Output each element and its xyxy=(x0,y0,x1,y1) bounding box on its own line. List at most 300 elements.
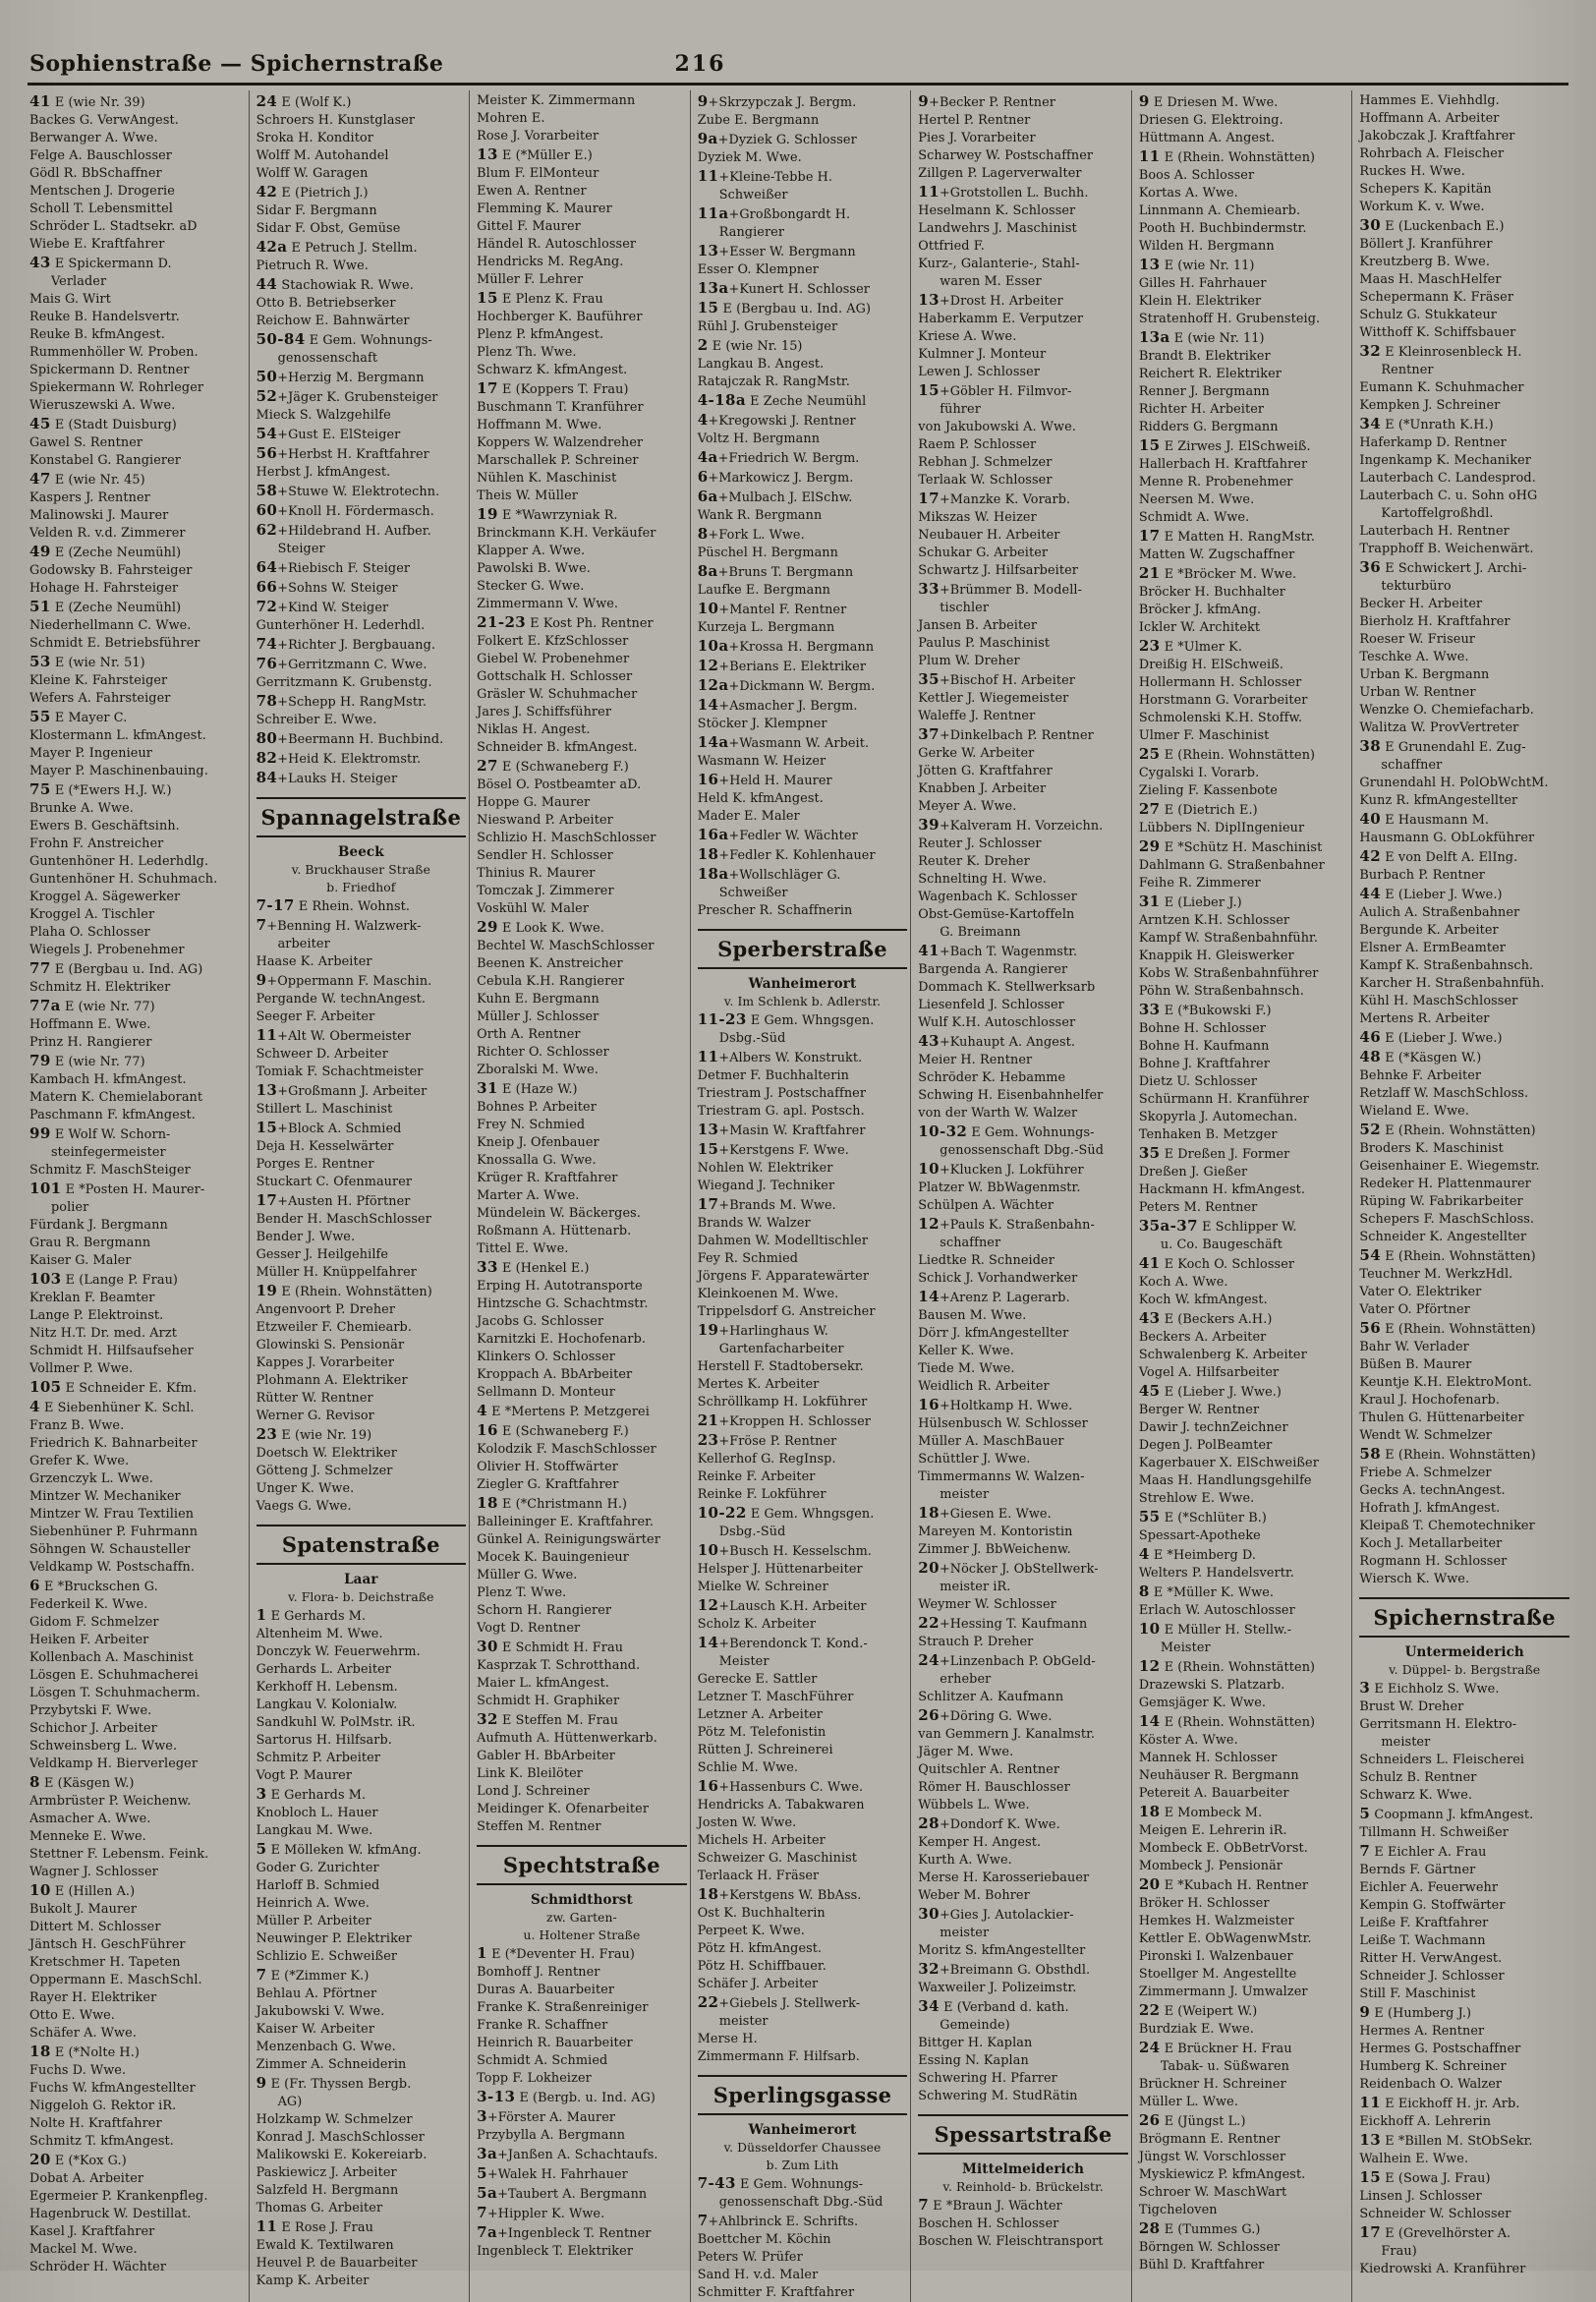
house-number: 42 xyxy=(1359,847,1382,865)
house-number: 50 xyxy=(256,368,278,385)
entry-line: Linsen J. Schlosser xyxy=(1359,2189,1482,2204)
entry-line: Paskiewicz J. Arbeiter xyxy=(256,2165,397,2180)
entry-line: 18a+Wollschläger G. xyxy=(697,865,841,883)
entry-line: Schweizer G. Maschinist xyxy=(697,1851,858,1866)
entry-line: Strauch P. Dreher xyxy=(918,1635,1034,1649)
entry-line: 10+Klucken J. Lokführer xyxy=(918,1160,1084,1178)
house-number: 11-23 xyxy=(697,1010,747,1028)
entry-line: Malinowski J. Maurer xyxy=(29,508,169,523)
entry-line: Haase K. Arbeiter xyxy=(256,954,372,969)
entry-line: Pöhn W. Straßenbahnsch. xyxy=(1138,984,1304,999)
entry-line: 25 E (Rhein. Wohnstätten) xyxy=(1138,745,1316,763)
entry-line: Ulmer F. Maschinist xyxy=(1138,728,1270,743)
entry-line: 77 E (Bergbau u. Ind. AG) xyxy=(29,959,203,977)
entry-line: 72+Kind W. Steiger xyxy=(256,598,389,615)
entry-line: 33 E (*Bukowski F.) xyxy=(1138,1001,1272,1018)
entry-line: 34 E (*Unrath K.H.) xyxy=(1359,415,1494,432)
entry-line: Rayer H. Elektriker xyxy=(29,1990,157,2005)
entry-line: Arntzen K.H. Schlosser xyxy=(1138,913,1290,928)
entry-line: Ickler W. Architekt xyxy=(1138,620,1261,635)
entry-line: Brinckmann K.H. Verkäufer xyxy=(477,526,656,541)
entry-line: Brust W. Dreher xyxy=(1359,1699,1464,1714)
entry-line: Zimmermann J. Umwalzer xyxy=(1138,1985,1308,1999)
entry-line: Waxweiler J. Polizeimstr. xyxy=(918,1981,1077,1995)
entry-line: Ingenkamp K. Mechaniker xyxy=(1359,453,1531,468)
entry-line: Gräsler W. Schuhmacher xyxy=(477,687,638,702)
entry-line: Schröllkamp H. Lokführer xyxy=(697,1395,868,1410)
house-number: 33 xyxy=(918,580,940,598)
entry-line: von der Warth W. Walzer xyxy=(918,1106,1078,1121)
column-3 xyxy=(469,90,690,2302)
page-number: 216 xyxy=(674,51,726,77)
entry-line: Wendt W. Schmelzer xyxy=(1359,1428,1493,1443)
entry-line: 15+Kerstgens F. Wwe. xyxy=(697,1140,849,1158)
entry-line: Wefers A. Fahrsteiger xyxy=(29,691,171,706)
entry-line: Brückner H. Schreiner xyxy=(1138,2077,1286,2092)
entry-line: Zube E. Bergmann xyxy=(697,113,820,128)
house-number: 4 xyxy=(1138,1545,1150,1563)
entry-line: Plaha O. Schlosser xyxy=(29,925,150,940)
entry-line: Werner G. Revisor xyxy=(256,1409,374,1423)
house-number: 9 xyxy=(256,2074,267,2092)
entry-line: 13+Drost H. Arbeiter xyxy=(918,291,1063,309)
entry-line: 43 E (Beckers A.H.) xyxy=(1138,1309,1273,1327)
entry-line: 41 E (wie Nr. 39) xyxy=(29,92,145,110)
entry-line: 7 E Eichler A. Frau xyxy=(1359,1842,1487,1860)
entry-line: Klostermann L. kfmAngest. xyxy=(29,728,206,743)
house-number: 7 xyxy=(256,916,267,934)
entry-line: Gilles H. Fahrhauer xyxy=(1138,276,1267,291)
entry-line: Franz B. Wwe. xyxy=(29,1418,125,1433)
entry-line: Triestram G. apl. Postsch. xyxy=(697,1104,865,1119)
entry-line: Sellmann D. Monteur xyxy=(477,1385,615,1400)
house-number: 34 xyxy=(1359,415,1382,432)
entry-line: 78+Schepp H. RangMstr. xyxy=(256,692,428,710)
house-number: 15 xyxy=(697,1140,719,1158)
entry-line: Stuckart C. Ofenmaurer xyxy=(256,1175,413,1189)
entry-line: Schmitz H. Elektriker xyxy=(29,980,171,995)
entry-line: 12+Lausch K.H. Arbeiter xyxy=(697,1596,867,1614)
entry-line: Reidenbach O. Walzer xyxy=(1359,2077,1503,2092)
entry-line: 13a+Kunert H. Schlosser xyxy=(697,279,870,297)
entry-line: Hertel P. Rentner xyxy=(918,113,1031,128)
entry-line: Veldkamp W. Postschaffn. xyxy=(29,1560,196,1575)
house-number: 46 xyxy=(1359,1028,1382,1046)
entry-line: Oppermann E. MaschSchl. xyxy=(29,1973,202,1987)
house-number: 20 xyxy=(918,1559,940,1577)
house-number: 16 xyxy=(477,1421,498,1439)
entry-line: 103 E (Lange P. Frau) xyxy=(29,1270,178,1288)
house-number: 17 xyxy=(1138,527,1161,545)
district-subheading: Untermeiderich xyxy=(1404,1644,1524,1660)
entry-line: Wolff W. Garagen xyxy=(256,166,369,181)
entry-continuation: Dsbg.-Süd xyxy=(718,1525,786,1539)
entry-line: Kunz R. kfmAngestellter xyxy=(1359,793,1518,808)
entry-line: Vogt P. Maurer xyxy=(256,1768,353,1783)
entry-line: Thinius R. Maurer xyxy=(477,866,596,881)
entry-line: Sidar F. Bergmann xyxy=(256,203,377,218)
entry-line: 17+Manzke K. Vorarb. xyxy=(918,489,1071,507)
entry-line: Rütten J. Schreinerei xyxy=(697,1743,833,1757)
entry-line: 14a+Wasmann W. Arbeit. xyxy=(697,733,870,751)
entry-line: Kobs W. Straßenbahnführer xyxy=(1138,966,1319,981)
entry-line: Menne R. Probenehmer xyxy=(1138,475,1293,489)
entry-line: Langkau M. Wwe. xyxy=(256,1823,373,1838)
entry-line: Jares J. Schiffsführer xyxy=(477,705,612,719)
entry-line: Boschen H. Schlosser xyxy=(918,2216,1059,2231)
entry-line: Ottfried F. xyxy=(918,239,985,254)
column-5 xyxy=(910,90,1131,2302)
entry-line: Drazewski S. Platzarb. xyxy=(1138,1678,1285,1693)
entry-line: Brunke A. Wwe. xyxy=(29,801,134,816)
house-number: 32 xyxy=(477,1710,498,1728)
entry-line: 5 Coopmann J. kfmAngest. xyxy=(1359,1805,1534,1822)
entry-line: 28 E (Tummes G.) xyxy=(1138,2219,1261,2237)
entry-line: Guntenhöner H. Schuhmach. xyxy=(29,872,218,887)
entry-line: Paschmann F. kfmAngest. xyxy=(29,1108,196,1122)
entry-line: Theis W. Müller xyxy=(477,489,578,503)
entry-line: Gidom F. Schmelzer xyxy=(29,1615,159,1630)
entry-line: Friedrich K. Bahnarbeiter xyxy=(29,1436,198,1451)
entry-line: 4 E Siebenhüner K. Schl. xyxy=(29,1398,195,1415)
entry-line: Pies J. Vorarbeiter xyxy=(918,131,1036,145)
entry-line: 4a+Friedrich W. Bergm. xyxy=(697,448,860,466)
entry-line: 13a E (wie Nr. 11) xyxy=(1138,328,1265,346)
entry-line: Brögmann E. Rentner xyxy=(1138,2132,1281,2147)
entry-line: Wagner J. Schlosser xyxy=(29,1865,158,1879)
entry-line: Stoellger M. Angestellte xyxy=(1138,1967,1297,1982)
house-number: 10 xyxy=(1138,1620,1161,1638)
entry-line: Scharwey W. Postschaffner xyxy=(918,148,1094,163)
house-number: 49 xyxy=(29,543,51,560)
entry-line: Fuchs D. Wwe. xyxy=(29,2063,127,2078)
entry-line: Brandt B. Elektriker xyxy=(1138,349,1271,364)
entry-line: Heiken F. Arbeiter xyxy=(29,1633,149,1647)
entry-line: Dittert M. Schlosser xyxy=(29,1920,161,1934)
entry-line: 41 E Koch O. Schlosser xyxy=(1138,1254,1295,1272)
house-number: 105 xyxy=(29,1378,62,1396)
entry-line: Roßmann A. Hüttenarb. xyxy=(477,1224,632,1238)
entry-line: Schmitz T. kfmAngest. xyxy=(29,2134,174,2149)
house-number: 45 xyxy=(29,415,51,432)
entry-line: Schweinsberg L. Wwe. xyxy=(29,1739,178,1754)
entry-line: Menneke E. Wwe. xyxy=(29,1829,146,1844)
entry-line: Kagerbauer X. ElSchweißer xyxy=(1138,1456,1319,1470)
entry-line: 37+Dinkelbach P. Rentner xyxy=(918,725,1094,743)
entry-continuation: Frau) xyxy=(1381,2244,1417,2259)
entry-continuation: Meister xyxy=(718,1654,770,1669)
entry-line: Reinke F. Lokführer xyxy=(697,1487,826,1502)
entry-line: 11+Albers W. Konstrukt. xyxy=(697,1048,863,1065)
street-range-note: v. Düppel- b. Bergstraße xyxy=(1389,1663,1541,1677)
entry-line: 16+Hassenburs C. Wwe. xyxy=(697,1777,864,1795)
house-number: 34 xyxy=(918,1997,940,2015)
entry-line: 54 E (Rhein. Wohnstätten) xyxy=(1359,1246,1536,1264)
entry-line: Matten W. Zugschaffner xyxy=(1138,547,1295,562)
house-number: 41 xyxy=(918,942,940,959)
entry-line: Schneider W. Schlosser xyxy=(1359,2207,1511,2221)
house-number: 80 xyxy=(256,729,278,747)
entry-line: Broders K. Maschinist xyxy=(1359,1141,1504,1156)
entry-line: 23 E *Ulmer K. xyxy=(1138,637,1243,655)
house-number: 20 xyxy=(29,2151,51,2168)
entry-line: Wilden H. Bergmann xyxy=(1138,239,1275,254)
entry-line: Ewald K. Textilwaren xyxy=(256,2238,394,2253)
house-number: 33 xyxy=(477,1258,498,1276)
house-number: 103 xyxy=(29,1270,62,1288)
house-number: 30 xyxy=(918,1905,940,1923)
entry-line: Geisenhainer E. Wiegemstr. xyxy=(1359,1159,1540,1174)
entry-line: Gecks A. technAngest. xyxy=(1359,1483,1506,1498)
house-number: 7 xyxy=(1359,1842,1371,1860)
entry-line: Kulmner J. Monteur xyxy=(918,347,1047,362)
entry-line: 35+Bischof H. Arbeiter xyxy=(918,670,1076,688)
entry-line: Schwartz J. Hilfsarbeiter xyxy=(918,563,1078,578)
entry-line: Börngen W. Schlosser xyxy=(1138,2240,1281,2255)
entry-line: Strehlow E. Wwe. xyxy=(1138,1491,1255,1506)
house-number: 13 xyxy=(256,1081,278,1099)
entry-line: Schäfer A. Wwe. xyxy=(29,2026,137,2041)
house-number: 18 xyxy=(29,2043,51,2060)
entry-line: 10 E (Hillen A.) xyxy=(29,1881,136,1899)
entry-line: Reuke B. Handelsvertr. xyxy=(29,310,180,324)
entry-line: Terlaack H. Fräser xyxy=(697,1869,820,1883)
house-number: 6a xyxy=(697,488,718,505)
entry-line: Prescher R. Schaffnerin xyxy=(697,903,853,918)
house-number: 66 xyxy=(256,578,278,596)
entry-line: 50+Herzig M. Bergmann xyxy=(256,368,425,385)
entry-line: 7 E *Braun J. Wächter xyxy=(918,2196,1062,2214)
entry-line: Bergunde K. Arbeiter xyxy=(1359,923,1499,938)
entry-line: 44 E (Lieber J. Wwe.) xyxy=(1359,885,1503,902)
entry-line: 7+Hippler K. Wwe. xyxy=(477,2204,605,2221)
house-number: 18a xyxy=(697,865,729,883)
entry-line: Schepermann K. Fräser xyxy=(1359,290,1514,305)
entry-line: Plenz Th. Wwe. xyxy=(477,345,577,360)
entry-line: 12 E (Rhein. Wohnstätten) xyxy=(1138,1657,1316,1675)
house-number: 9 xyxy=(697,92,709,110)
entry-line: Schreiber E. Wwe. xyxy=(256,713,377,727)
entry-line: Prinz H. Rangierer xyxy=(29,1035,152,1050)
entry-line: Boos A. Schlosser xyxy=(1138,168,1255,183)
entry-line: Konrad J. MaschSchlosser xyxy=(256,2130,425,2145)
entry-line: Rummenhöller W. Proben. xyxy=(29,345,199,360)
entry-line: Schulz G. Stukkateur xyxy=(1359,308,1498,322)
entry-line: 19 E (Rhein. Wohnstätten) xyxy=(256,1282,432,1299)
entry-line: Bohnes P. Arbeiter xyxy=(477,1100,597,1115)
entry-line: Pötz H. kfmAngest. xyxy=(697,1941,823,1956)
entry-line: 75 E (*Ewers H.J. W.) xyxy=(29,780,172,798)
entry-line: 20+Nöcker J. ObStellwerk- xyxy=(918,1559,1099,1577)
entry-line: Leiße T. Wachmann xyxy=(1359,1933,1486,1948)
entry-line: Boettcher M. Köchin xyxy=(697,2232,831,2247)
entry-line: Wenzke O. Chemiefacharb. xyxy=(1359,703,1534,718)
entry-line: Schepers F. MaschSchloss. xyxy=(1359,1212,1535,1227)
house-number: 25 xyxy=(1138,745,1161,763)
house-number: 17 xyxy=(477,379,498,397)
entry-line: Urban W. Rentner xyxy=(1359,685,1476,700)
house-number: 17 xyxy=(1359,2223,1382,2241)
entry-line: Siebenhüner P. Fuhrmann xyxy=(29,1525,199,1539)
entry-line: Veldkamp H. Bierverleger xyxy=(29,1756,199,1771)
entry-line: 11-23 E Gem. Whngsgen. xyxy=(697,1010,875,1028)
entry-continuation: genossenschaft xyxy=(277,351,378,366)
entry-line: Lübbers N. DiplIngenieur xyxy=(1138,821,1305,835)
entry-line: Ruckes H. Wwe. xyxy=(1359,164,1465,179)
entry-line: Steffen M. Rentner xyxy=(477,1819,601,1834)
entry-line: Hoffmann E. Wwe. xyxy=(29,1017,151,1032)
entry-line: 11 E Eickhoff H. jr. Arb. xyxy=(1359,2094,1520,2111)
entry-line: Knappik H. Gleiswerker xyxy=(1138,949,1294,963)
entry-line: 8 E (Käsgen W.) xyxy=(29,1773,135,1791)
entry-line: Lond J. Schreiner xyxy=(477,1784,590,1799)
house-number: 54 xyxy=(1359,1246,1382,1264)
entry-continuation: Schweißer xyxy=(718,886,788,900)
entry-line: Timmermanns W. Walzen- xyxy=(918,1469,1085,1484)
entry-line: 16a+Fedler W. Wächter xyxy=(697,826,858,843)
entry-line: Wübbels L. Wwe. xyxy=(918,1798,1030,1813)
entry-line: 80+Beermann H. Buchbind. xyxy=(256,729,444,747)
entry-line: 14+Berendonck T. Kond.- xyxy=(697,1634,868,1651)
entry-line: 58 E (Rhein. Wohnstätten) xyxy=(1359,1445,1536,1463)
entry-line: Rose J. Vorarbeiter xyxy=(477,129,599,144)
entry-line: 46 E (Lieber J. Wwe.) xyxy=(1359,1028,1503,1046)
entry-line: Rogmann H. Schlosser xyxy=(1359,1554,1508,1569)
entry-line: Angenvoort P. Dreher xyxy=(256,1302,396,1317)
house-number: 22 xyxy=(918,1614,940,1632)
entry-line: 4+Kregowski J. Rentner xyxy=(697,411,856,429)
house-number: 29 xyxy=(1138,837,1161,855)
entry-line: 49 E (Zeche Neumühl) xyxy=(29,543,182,560)
entry-line: Klein H. Elektriker xyxy=(1138,294,1262,309)
entry-line: Erlach W. Autoschlosser xyxy=(1138,1603,1295,1618)
column-6 xyxy=(1131,90,1352,2302)
house-number: 9 xyxy=(918,92,930,110)
entry-line: 14+Arenz P. Lagerarb. xyxy=(918,1288,1070,1305)
entry-line: Schmitz F. MaschSteiger xyxy=(29,1163,191,1178)
entry-line: 17+Austen H. Pförtner xyxy=(256,1191,411,1209)
entry-line: 56 E (Rhein. Wohnstätten) xyxy=(1359,1319,1536,1337)
house-number: 30 xyxy=(477,1638,498,1655)
entry-line: Heinrich R. Bauarbeiter xyxy=(477,2036,633,2050)
entry-line: Plenz P. kfmAngest. xyxy=(477,327,604,342)
entry-line: Nolte H. Kraftfahrer xyxy=(29,2116,162,2131)
street-heading: Sperlingsgasse xyxy=(698,2075,908,2115)
street-range-note: v. Düsseldorfer Chaussee xyxy=(723,2141,882,2155)
entry-line: 58+Stuwe W. Elektrotechn. xyxy=(256,482,440,499)
house-number: 23 xyxy=(1138,637,1161,655)
column-1 xyxy=(28,90,249,2302)
entry-line: Eumann K. Schuhmacher xyxy=(1359,380,1524,395)
entry-line: Neersen M. Wwe. xyxy=(1138,492,1255,507)
entry-line: Bernds F. Gärtner xyxy=(1359,1863,1476,1877)
entry-line: Sidar F. Obst, Gemüse xyxy=(256,221,401,236)
entry-line: 27 E (Schwaneberg F.) xyxy=(477,757,629,775)
entry-line: Müller P. Arbeiter xyxy=(256,1914,371,1928)
entry-line: Hagenbruck W. Destillat. xyxy=(29,2207,192,2221)
house-number: 48 xyxy=(1359,1048,1382,1065)
entry-line: Kraul J. Hochofenarb. xyxy=(1359,1393,1501,1408)
house-number: 15 xyxy=(477,289,498,307)
entry-line: 16 E (Schwaneberg F.) xyxy=(477,1421,629,1439)
entry-line: 5 E Mölleken W. kfmAng. xyxy=(256,1840,422,1858)
entry-continuation: tekturbüro xyxy=(1381,579,1452,594)
entry-line: Tillmann H. Schweißer xyxy=(1359,1825,1509,1840)
entry-line: Jüngst W. Vorschlosser xyxy=(1138,2150,1286,2164)
house-number: 75 xyxy=(29,780,51,798)
entry-line: Lösgen E. Schuhmacherei xyxy=(29,1668,199,1683)
entry-line: Reichert R. Elektriker xyxy=(1138,367,1282,381)
entry-line: 35 E Dreßen J. Former xyxy=(1138,1144,1290,1162)
entry-line: 10+Busch H. Kesselschm. xyxy=(697,1541,872,1559)
entry-line: Merse H. xyxy=(697,2032,758,2046)
house-number: 19 xyxy=(477,505,498,523)
entry-line: Herstell F. Stadtobersekr. xyxy=(697,1359,864,1374)
entry-line: Reuter J. Schlosser xyxy=(918,836,1042,851)
entry-line: Niggeloh G. Rektor iR. xyxy=(29,2099,177,2113)
entry-line: Klinkers O. Schlosser xyxy=(477,1350,615,1364)
entry-line: Tomiak F. Schachtmeister xyxy=(256,1065,424,1079)
entry-continuation: arbeiter xyxy=(277,937,330,951)
entry-line: Ewers B. Geschäftsinh. xyxy=(29,819,180,834)
entry-line: Platzer W. BbWagenmstr. xyxy=(918,1180,1081,1195)
entry-line: 6a+Mulbach J. ElSchw. xyxy=(697,488,853,505)
house-number: 32 xyxy=(1359,342,1382,360)
house-number: 17 xyxy=(256,1191,278,1209)
entry-line: 11 E Rose J. Frau xyxy=(256,2217,373,2235)
entry-line: Jötten G. Kraftfahrer xyxy=(918,764,1053,778)
entry-line: Otto B. Betriebserker xyxy=(256,296,396,311)
entry-line: 76+Gerritzmann C. Wwe. xyxy=(256,655,428,672)
entry-continuation: G. Breimann xyxy=(940,925,1021,940)
entry-line: Schneider K. Angestellter xyxy=(1359,1230,1527,1244)
entry-line: Koch J. Metallarbeiter xyxy=(1359,1536,1503,1551)
entry-line: 4 E *Heimberg D. xyxy=(1138,1545,1257,1563)
entry-line: Velden R. v.d. Zimmerer xyxy=(29,526,186,541)
entry-line: Schlie M. Wwe. xyxy=(697,1760,799,1775)
entry-line: Schnelting H. Wwe. xyxy=(918,872,1047,887)
entry-line: 20 E (*Kox G.) xyxy=(29,2151,127,2168)
entry-line: Meigen E. Lehrerin iR. xyxy=(1138,1823,1287,1838)
house-number: 22 xyxy=(1138,2001,1161,2019)
house-number: 10 xyxy=(918,1160,940,1178)
entry-line: 18+Fedler K. Kohlenhauer xyxy=(697,845,876,863)
house-number: 3 xyxy=(477,2107,487,2125)
entry-line: Nieswand P. Arbeiter xyxy=(477,813,613,828)
entry-line: 82+Heid K. Elektromstr. xyxy=(256,749,422,767)
entry-line: 10 E Müller H. Stellw.- xyxy=(1138,1620,1292,1638)
entry-line: Myskiewicz P. kfmAngest. xyxy=(1138,2167,1306,2182)
page-header xyxy=(28,39,1568,86)
entry-line: Kriese A. Wwe. xyxy=(918,329,1017,344)
entry-line: Hochberger K. Bauführer xyxy=(477,310,643,324)
house-number: 11a xyxy=(697,204,729,222)
entry-line: 64+Riebisch F. Steiger xyxy=(256,558,411,576)
entry-line: 21+Kroppen H. Schlosser xyxy=(697,1411,871,1429)
entry-line: Schneiders L. Fleischerei xyxy=(1359,1753,1525,1767)
entry-line: Böllert J. Kranführer xyxy=(1359,237,1493,252)
entry-line: 34 E (Verband d. kath. xyxy=(918,1997,1069,2015)
entry-line: Kaspers J. Rentner xyxy=(29,490,150,505)
entry-line: Frohn F. Anstreicher xyxy=(29,836,164,851)
house-number: 3 xyxy=(256,1785,267,1803)
entry-line: Klapper A. Wwe. xyxy=(477,544,586,558)
entry-line: Folkert E. KfzSchlosser xyxy=(477,634,629,649)
entry-line: Müller G. Wwe. xyxy=(477,1568,578,1583)
entry-line: Hüttmann A. Angest. xyxy=(1138,131,1276,145)
entry-line: 55 E Mayer C. xyxy=(29,708,128,725)
entry-line: 45 E (Lieber J. Wwe.) xyxy=(1138,1382,1282,1400)
